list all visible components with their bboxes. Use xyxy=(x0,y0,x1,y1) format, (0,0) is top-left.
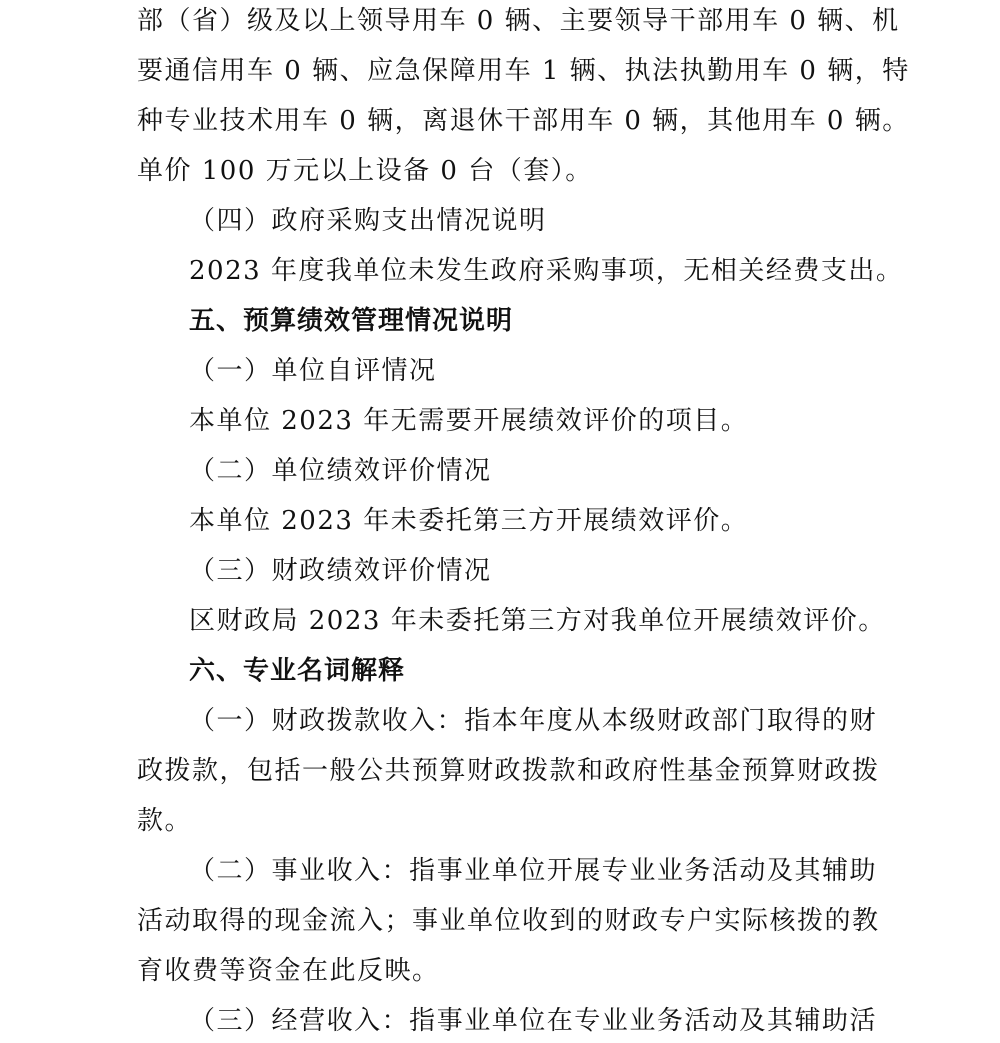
body-line: 部（省）级及以上领导用车 0 辆、主要领导干部用车 0 辆、机 xyxy=(137,6,900,36)
glossary-definition: 指本年度从本级财政部门取得的财 xyxy=(464,706,877,736)
glossary-definition-line: 政拨款，包括一般公共预算财政拨款和政府性基金预算财政拨 xyxy=(137,756,880,786)
glossary-definition: 指事业单位开展专业业务活动及其辅助 xyxy=(409,856,877,886)
body-line: 单价 100 万元以上设备 0 台（套）。 xyxy=(137,156,593,186)
paragraph-fiscal-evaluation: 区财政局 2023 年未委托第三方对我单位开展绩效评价。 xyxy=(189,606,886,636)
glossary-definition-line: 款。 xyxy=(137,806,193,836)
glossary-term: （二）事业收入： xyxy=(189,856,410,886)
chapter-heading-glossary: 六、专业名词解释 xyxy=(189,656,406,686)
section-heading-government-procurement: （四）政府采购支出情况说明 xyxy=(189,206,547,236)
glossary-definition: 指事业单位在专业业务活动及其辅助活 xyxy=(409,1006,877,1036)
glossary-definition-line: 育收费等资金在此反映。 xyxy=(137,956,440,986)
paragraph-unit-evaluation: 本单位 2023 年未委托第三方开展绩效评价。 xyxy=(189,506,749,536)
glossary-term: （一）财政拨款收入： xyxy=(189,706,465,736)
section-heading-self-evaluation: （一）单位自评情况 xyxy=(189,356,437,386)
body-line: 种专业技术用车 0 辆，离退休干部用车 0 辆，其他用车 0 辆。 xyxy=(137,106,910,136)
section-heading-fiscal-evaluation: （三）财政绩效评价情况 xyxy=(189,556,492,586)
chapter-heading-performance: 五、预算绩效管理情况说明 xyxy=(189,306,514,336)
body-line: 要通信用车 0 辆、应急保障用车 1 辆、执法执勤用车 0 辆，特 xyxy=(137,56,910,86)
glossary-item-fiscal-appropriation xyxy=(189,704,877,738)
glossary-item-business-income xyxy=(189,854,877,888)
paragraph-government-procurement: 2023 年度我单位未发生政府采购事项，无相关经费支出。 xyxy=(189,256,904,286)
section-heading-unit-evaluation: （二）单位绩效评价情况 xyxy=(189,456,492,486)
glossary-item-operating-income xyxy=(189,1004,877,1038)
glossary-definition-line: 活动取得的现金流入；事业单位收到的财政专户实际核拨的教 xyxy=(137,906,880,936)
paragraph-self-evaluation: 本单位 2023 年无需要开展绩效评价的项目。 xyxy=(189,406,749,436)
glossary-term: （三）经营收入： xyxy=(189,1006,410,1036)
